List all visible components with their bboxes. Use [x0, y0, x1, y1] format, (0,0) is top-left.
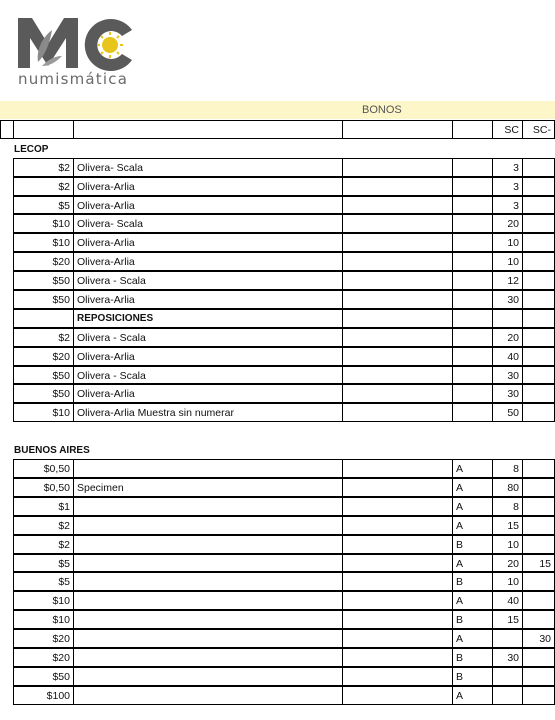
table-row: [0, 686, 555, 705]
cell-value: $50: [13, 271, 74, 290]
cell-value: $20: [13, 629, 74, 648]
cell-sc-minus: 30: [522, 629, 555, 648]
cell-blank: [0, 120, 14, 139]
table-row: [0, 535, 555, 554]
cell-sc-minus: [522, 347, 555, 366]
cell-value: $10: [13, 403, 74, 422]
cell-blank: [342, 347, 453, 366]
cell-value: $5: [13, 196, 74, 215]
cell-serie: [452, 347, 493, 366]
cell-value: [13, 309, 74, 328]
cell-serie: A: [452, 478, 493, 497]
cell-description: [73, 686, 343, 705]
cell-serie: [452, 403, 493, 422]
cell-sc-minus: [522, 252, 555, 271]
cell-sc-minus: [522, 516, 555, 535]
cell-sc: 10: [492, 535, 523, 554]
cell-value: $5: [13, 572, 74, 591]
section-header: [0, 440, 555, 459]
cell-sc-minus: [522, 403, 555, 422]
header-sc: SC: [492, 120, 523, 139]
cell-blank: [342, 554, 453, 573]
cell-sc-minus: [522, 610, 555, 629]
cell-blank: [342, 516, 453, 535]
cell-blank: [452, 120, 493, 139]
cell-value: $2: [13, 535, 74, 554]
cell-description: [73, 648, 343, 667]
cell-sc: 50: [492, 403, 523, 422]
cell-description: Olivera-Arlia Muestra sin numerar: [73, 403, 343, 422]
cell-value: $50: [13, 366, 74, 385]
cell-value: $20: [13, 648, 74, 667]
cell-sc: [492, 686, 523, 705]
table-row: [0, 328, 555, 347]
cell-serie: [452, 384, 493, 403]
cell-blank: [342, 233, 453, 252]
cell-blank: [342, 478, 453, 497]
cell-sc-minus: [522, 271, 555, 290]
cell-blank: [342, 667, 453, 686]
section-spacer: [0, 422, 555, 440]
table-row: [0, 648, 555, 667]
cell-blank: [342, 158, 453, 177]
cell-description: Olivera- Scala: [73, 158, 343, 177]
cell-serie: [452, 366, 493, 385]
cell-blank: [13, 120, 74, 139]
cell-serie: [452, 196, 493, 215]
cell-sc: 10: [492, 233, 523, 252]
cell-value: $0,50: [13, 459, 74, 478]
cell-blank: [342, 403, 453, 422]
table-row: [0, 233, 555, 252]
cell-serie: A: [452, 591, 493, 610]
cell-value: $2: [13, 328, 74, 347]
cell-value: $1: [13, 497, 74, 516]
cell-blank: [73, 120, 343, 139]
cell-blank: [342, 214, 453, 233]
cell-blank: [342, 177, 453, 196]
cell-sc-minus: [522, 290, 555, 309]
header-sc-minus: SC-: [522, 120, 555, 139]
cell-sc: 3: [492, 196, 523, 215]
cell-description: Olivera- Scala: [73, 214, 343, 233]
cell-sc: 30: [492, 384, 523, 403]
cell-sc: 40: [492, 347, 523, 366]
cell-serie: [452, 290, 493, 309]
cell-sc-minus: [522, 158, 555, 177]
cell-sc: 8: [492, 459, 523, 478]
cell-description: [73, 572, 343, 591]
cell-sc: 20: [492, 554, 523, 573]
header-row: [0, 120, 555, 139]
table-row: [0, 591, 555, 610]
table-row: [0, 347, 555, 366]
cell-sc-minus: [522, 648, 555, 667]
cell-description: Olivera-Arlia: [73, 233, 343, 252]
table-row: [0, 554, 555, 573]
cell-serie: B: [452, 667, 493, 686]
table-row: [0, 158, 555, 177]
section-header: [0, 139, 555, 158]
cell-blank: [342, 309, 453, 328]
cell-value: $10: [13, 591, 74, 610]
cell-sc: 40: [492, 591, 523, 610]
cell-description: Olivera-Arlia: [73, 177, 343, 196]
cell-value: $10: [13, 214, 74, 233]
cell-description: [73, 667, 343, 686]
cell-serie: A: [452, 554, 493, 573]
cell-serie: B: [452, 610, 493, 629]
cell-blank: [342, 459, 453, 478]
table-row: [0, 290, 555, 309]
cell-serie: [452, 309, 493, 328]
cell-sc-minus: 15: [522, 554, 555, 573]
cell-serie: [452, 252, 493, 271]
cell-value: $50: [13, 667, 74, 686]
section-title: BUENOS AIRES: [14, 445, 90, 457]
cell-blank: [342, 572, 453, 591]
cell-blank: [342, 196, 453, 215]
cell-value: $2: [13, 516, 74, 535]
cell-description: Olivera-Arlia: [73, 290, 343, 309]
table-row: [0, 214, 555, 233]
cell-description: Olivera - Scala: [73, 366, 343, 385]
cell-description: [73, 554, 343, 573]
cell-sc-minus: [522, 214, 555, 233]
cell-serie: B: [452, 648, 493, 667]
cell-serie: [452, 158, 493, 177]
cell-description: [73, 516, 343, 535]
cell-serie: [452, 328, 493, 347]
cell-blank: [342, 290, 453, 309]
cell-blank: [342, 629, 453, 648]
cell-sc: [492, 309, 523, 328]
cell-value: $0,50: [13, 478, 74, 497]
cell-sc: 3: [492, 158, 523, 177]
table-row: [0, 384, 555, 403]
cell-sc-minus: [522, 459, 555, 478]
cell-sc: 10: [492, 252, 523, 271]
sheet-title: BONOS: [362, 104, 402, 116]
cell-description: Specimen: [73, 478, 343, 497]
cell-sc-minus: [522, 535, 555, 554]
cell-value: $50: [13, 384, 74, 403]
cell-sc-minus: [522, 591, 555, 610]
cell-sc-minus: [522, 384, 555, 403]
cell-sc-minus: [522, 196, 555, 215]
cell-serie: [452, 233, 493, 252]
cell-value: $20: [13, 252, 74, 271]
cell-value: $100: [13, 686, 74, 705]
cell-blank: [342, 535, 453, 554]
table-row: [0, 271, 555, 290]
cell-sc: 12: [492, 271, 523, 290]
cell-sc: 8: [492, 497, 523, 516]
cell-description: Olivera - Scala: [73, 328, 343, 347]
cell-sc-minus: [522, 478, 555, 497]
cell-blank: [342, 271, 453, 290]
table-row: [0, 572, 555, 591]
cell-description: Olivera-Arlia: [73, 252, 343, 271]
cell-description: [73, 591, 343, 610]
table-row: [0, 403, 555, 422]
cell-serie: A: [452, 686, 493, 705]
cell-blank: [342, 120, 453, 139]
table-row: [0, 366, 555, 385]
cell-serie: A: [452, 516, 493, 535]
cell-sc: 10: [492, 572, 523, 591]
table-row: [0, 252, 555, 271]
cell-sc: 15: [492, 610, 523, 629]
cell-sc: 30: [492, 648, 523, 667]
cell-sc: 30: [492, 366, 523, 385]
cell-blank: [342, 686, 453, 705]
logo-subtitle: numismática: [18, 70, 129, 88]
cell-value: $10: [13, 233, 74, 252]
cell-blank: [342, 384, 453, 403]
cell-blank: [342, 648, 453, 667]
cell-sc-minus: [522, 686, 555, 705]
cell-value: $20: [13, 347, 74, 366]
section-title: LECOP: [14, 143, 49, 155]
cell-blank: [342, 610, 453, 629]
cell-serie: B: [452, 535, 493, 554]
cell-description: Olivera-Arlia: [73, 347, 343, 366]
cell-sc: 15: [492, 516, 523, 535]
cell-sc-minus: [522, 309, 555, 328]
cell-value: $2: [13, 177, 74, 196]
cell-sc: [492, 667, 523, 686]
cell-description: Olivera-Arlia: [73, 384, 343, 403]
cell-value: $2: [13, 158, 74, 177]
cell-description: [73, 535, 343, 554]
subheader-label: REPOSICIONES: [73, 309, 343, 328]
table-row: [0, 516, 555, 535]
cell-blank: [342, 497, 453, 516]
cell-serie: B: [452, 572, 493, 591]
cell-sc-minus: [522, 366, 555, 385]
cell-sc: 20: [492, 328, 523, 347]
cell-description: Olivera - Scala: [73, 271, 343, 290]
cell-serie: [452, 271, 493, 290]
cell-blank: [342, 591, 453, 610]
cell-sc: 20: [492, 214, 523, 233]
table-row: [0, 610, 555, 629]
cell-sc: 30: [492, 290, 523, 309]
cell-sc-minus: [522, 572, 555, 591]
cell-blank: [342, 366, 453, 385]
table-row: [0, 459, 555, 478]
catalog-sheet: [0, 120, 555, 705]
cell-sc-minus: [522, 328, 555, 347]
cell-sc: 3: [492, 177, 523, 196]
table-row: [0, 177, 555, 196]
cell-sc-minus: [522, 497, 555, 516]
table-row: [0, 629, 555, 648]
cell-serie: A: [452, 459, 493, 478]
cell-description: [73, 497, 343, 516]
cell-value: $10: [13, 610, 74, 629]
cell-serie: [452, 177, 493, 196]
cell-serie: A: [452, 629, 493, 648]
subheader-row: [0, 309, 555, 328]
table-row: [0, 196, 555, 215]
cell-sc: 80: [492, 478, 523, 497]
cell-description: [73, 610, 343, 629]
cell-description: [73, 459, 343, 478]
cell-value: $5: [13, 554, 74, 573]
cell-blank: [342, 328, 453, 347]
cell-serie: [452, 214, 493, 233]
cell-sc-minus: [522, 233, 555, 252]
cell-value: $50: [13, 290, 74, 309]
cell-serie: A: [452, 497, 493, 516]
table-row: [0, 497, 555, 516]
cell-sc-minus: [522, 177, 555, 196]
cell-description: [73, 629, 343, 648]
sun-icon: [97, 32, 123, 58]
cell-sc-minus: [522, 667, 555, 686]
cell-sc: [492, 629, 523, 648]
cell-blank: [342, 252, 453, 271]
cell-description: Olivera-Arlia: [73, 196, 343, 215]
table-row: [0, 667, 555, 686]
sheet-title-band: [0, 101, 555, 119]
table-row: [0, 478, 555, 497]
